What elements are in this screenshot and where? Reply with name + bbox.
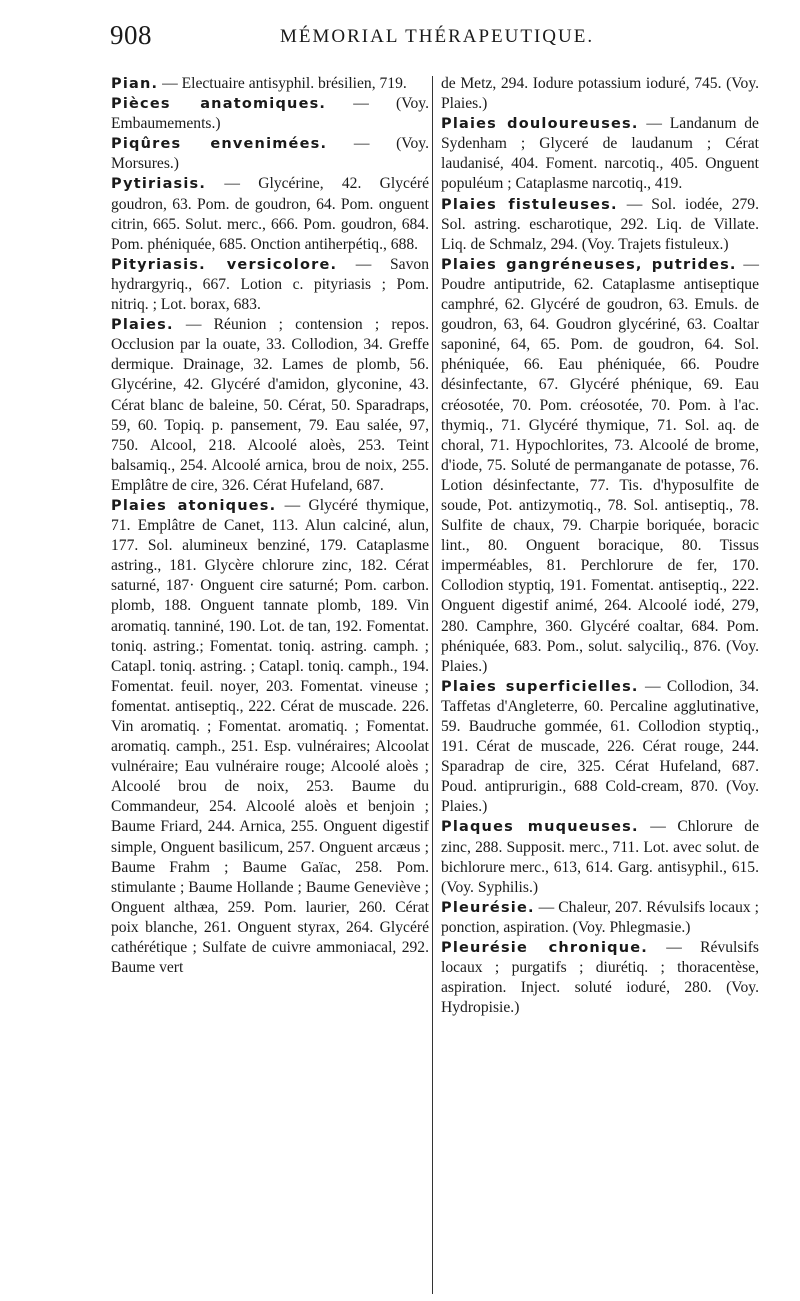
entry-text: — Savon hydrargyriq., 667. Lotion c. pityriasis ; Pom. nitriq. ; Lot. borax, 683. bbox=[111, 255, 429, 314]
entry-text: — Landanum de Sydenham ; Glyceré de laudanum ; Cérat laudanisé, 404. Foment. narcotiq., 405. Onguent populéum ; Cataplasme narcotiq., 419. bbox=[441, 115, 759, 193]
index-entry bbox=[441, 195, 759, 255]
index-entry bbox=[441, 114, 759, 194]
index-entry bbox=[111, 255, 429, 315]
entry-text: — (Voy. Morsures.) bbox=[111, 135, 429, 173]
entry-text: — Révulsifs locaux ; purgatifs ; diurétiq. ; thoracentèse, aspiration. Inject. soluté ioduré, 280. (Voy. Hydropisie.) bbox=[441, 939, 759, 1017]
entry-text: — Chlorure de zinc, 288. Supposit. merc., 711. Lot. avec solut. de bichlorure merc., 613, 614. Garg. antisyphil., 615. (Voy. Syphilis.) bbox=[441, 818, 759, 896]
entry-text: — (Voy. Embaumements.) bbox=[111, 95, 429, 133]
entry-headword: Plaies. bbox=[111, 317, 174, 334]
entry-text: — Réunion ; contension ; repos. Occlusion par la ouate, 33. Collodion, 34. Greffe dermique. Drainage, 32. Lames de plomb, 56. Glycérine, 42. Glycéré d'amidon, glyconine, 43. Cérat blanc de baleine, 50. Cérat, 50. Sparadraps, 59, 60. Topiq. p. pansement, 79. Eau salée, 97, 750. Alcool, 218. Alcoolé aloès, 253. Teint balsamiq., 254. Alcoolé arnica, brou de noix, 255. Emplâtre de cire, 326. Cérat Hufeland, 687. bbox=[111, 316, 429, 494]
index-entry bbox=[111, 496, 429, 978]
entry-headword: Plaies gangréneuses, putrides. bbox=[441, 256, 737, 273]
index-entry bbox=[441, 817, 759, 897]
index-entry bbox=[111, 94, 429, 134]
index-entry bbox=[441, 255, 759, 677]
index-entry bbox=[441, 938, 759, 1018]
entry-headword: Pian. bbox=[111, 76, 159, 92]
entry-text: — Glycéré thymique, 71. Emplâtre de Canet, 113. Alun calciné, alun, 177. Sol. alumineux benziné, 179. Cataplasme astring., 181. Glycère chlorure zinc, 182. Cérat saturné, 187· Onguent cire saturné; Pom. carbon. plomb, 188. Onguent tannate plomb, 189. Vin aromatiq. tanniné, 190. Lot. de tan, 192. Fomentat. toniq. astring.; Fomentat. toniq. astring. camph. ; Catapl. toniq. astring. ; Catapl. toniq. camph., 194. Fomentat. feuil. noyer, 203. Fomentat. vineuse ; fomentat. antiseptiq., 222. Cérat de muscade. 226. Vin aromatiq. ; Fomentat. aromatiq. ; Fomentat. aromatiq. camph., 251. Esp. vulnéraires; Alcoolat vulnéraire; Eau vulnéraire rouge; Alcoolé aloès ; Alcoolé brou de noix, 253. Baume du Commandeur, 254. Alcoolé aloès et benjoin ; Baume Friard, 244. Arnica, 255. Onguent digestif simple, Onguent basilicum, 257. Onguent arcæus ; Baume Frahm ; Baume Gaïac, 258. Pom. stimulante ; Baume Hollande ; Baume Geneviève ; Onguent althæa, 259. Pom. laurier, 260. Cérat poix blanche, 261. Onguent styrax, 264. Glycéré cathérétique ; Sulfate de cuivre ammoniacal, 292. Baume vert bbox=[111, 496, 429, 977]
entry-text: — Sol. iodée, 279. Sol. astring. escharotique, 292. Liq. de Villate. Liq. de Schmalz, 294. (Voy. Trajets fistuleux.) bbox=[441, 195, 759, 253]
entry-text: de Metz, 294. Iodure potassium ioduré, 745. (Voy. Plaies.) bbox=[441, 75, 759, 113]
column-divider bbox=[432, 76, 433, 1294]
entry-headword: Pytiriasis. bbox=[111, 176, 207, 193]
entry-headword: Plaies fistuleuses. bbox=[441, 196, 618, 213]
index-entry bbox=[441, 74, 759, 114]
entry-headword: Plaques muqueuses. bbox=[441, 819, 639, 836]
left-column bbox=[111, 74, 429, 978]
entry-headword: Pleurésie. bbox=[441, 899, 535, 916]
entry-headword: Plaies atoniques. bbox=[111, 497, 277, 514]
entry-headword: Pityriasis. versicolore. bbox=[111, 256, 338, 273]
running-head: MÉMORIAL THÉRAPEUTIQUE. bbox=[280, 26, 595, 47]
entry-headword: Piqûres envenimées. bbox=[111, 136, 328, 153]
entry-headword: Pièces anatomiques. bbox=[111, 96, 327, 113]
entry-text: — Electuaire antisyphil. brésilien, 719. bbox=[158, 75, 407, 92]
entry-text: — Chaleur, 207. Révulsifs locaux ; ponction, aspiration. (Voy. Phlegmasie.) bbox=[441, 898, 759, 936]
page-header bbox=[110, 20, 770, 60]
index-entry bbox=[441, 677, 759, 818]
index-entry bbox=[111, 174, 429, 254]
index-entry bbox=[441, 898, 759, 938]
entry-headword: Pleurésie chronique. bbox=[441, 940, 648, 957]
entry-text: — Poudre antiputride, 62. Cataplasme antiseptique camphré, 62. Glycéré de goudron, 63. Emuls. de goudron, 63, 64. Goudron glycériné, 63. Coaltar saponiné, 64, 65. Pom. de goudron, 64. Sol. phéniquée, 66. Eau phéniquée, 66. Poudre désinfectante, 67. Glycéré phénique, 69. Eau créosotée, 70. Pom. créosotée, 70. Pom. à l'ac. thymiq., 71. Glycéré thymique, 71. Sol. aq. de choral, 71. Hypochlorites, 73. Alcoolé de brome, d'iode, 75. Soluté de permanganate de potasse, 76. Lotion désinfectante, 77. Tis. d'hyposulfite de soude, Pot. antizymotiq., 78. Sol. antiseptiq., 78. Sulfite de chaux, 79. Charpie boriquée, boracic lint., 80. Onguent boracique, 80. Tissus imperméables, 81. Perchlorure de fer, 170. Collodion styptiq, 191. Fomentat. antiseptiq., 222. Onguent digestif animé, 264. Alcoolé iodé, 279, 280. Camphre, 360. Glycéré coaltar, 684. Pom. phéniquée, 683. Pom., solut. salyciliq., 876. (Voy. Plaies.) bbox=[441, 255, 759, 675]
page-number: 908 bbox=[110, 20, 152, 50]
entry-text: — Glycérine, 42. Glycéré goudron, 63. Pom. de goudron, 64. Pom. onguent citrin, 665. Solut. merc., 666. Pom. goudron, 684. Pom. phéniquée, 685. Onction antiherpétiq., 688. bbox=[111, 175, 429, 253]
entry-headword: Plaies superficielles. bbox=[441, 678, 639, 695]
right-column bbox=[441, 74, 759, 1018]
index-entry bbox=[111, 134, 429, 174]
entry-headword: Plaies douloureuses. bbox=[441, 116, 639, 133]
entry-text: — Collodion, 34. Taffetas d'Angleterre, 60. Percaline agglutinative, 59. Baudruche gommée, 61. Collodion styptiq., 191. Cérat de muscade, 226. Cérat rouge, 244. Sparadrap de cire, 325. Cérat Hufeland, 687. Poud. antiprurigin., 688 Cold-cream, 870. (Voy. Plaies.) bbox=[441, 677, 759, 816]
index-entry bbox=[111, 74, 429, 94]
index-entry bbox=[111, 315, 429, 496]
